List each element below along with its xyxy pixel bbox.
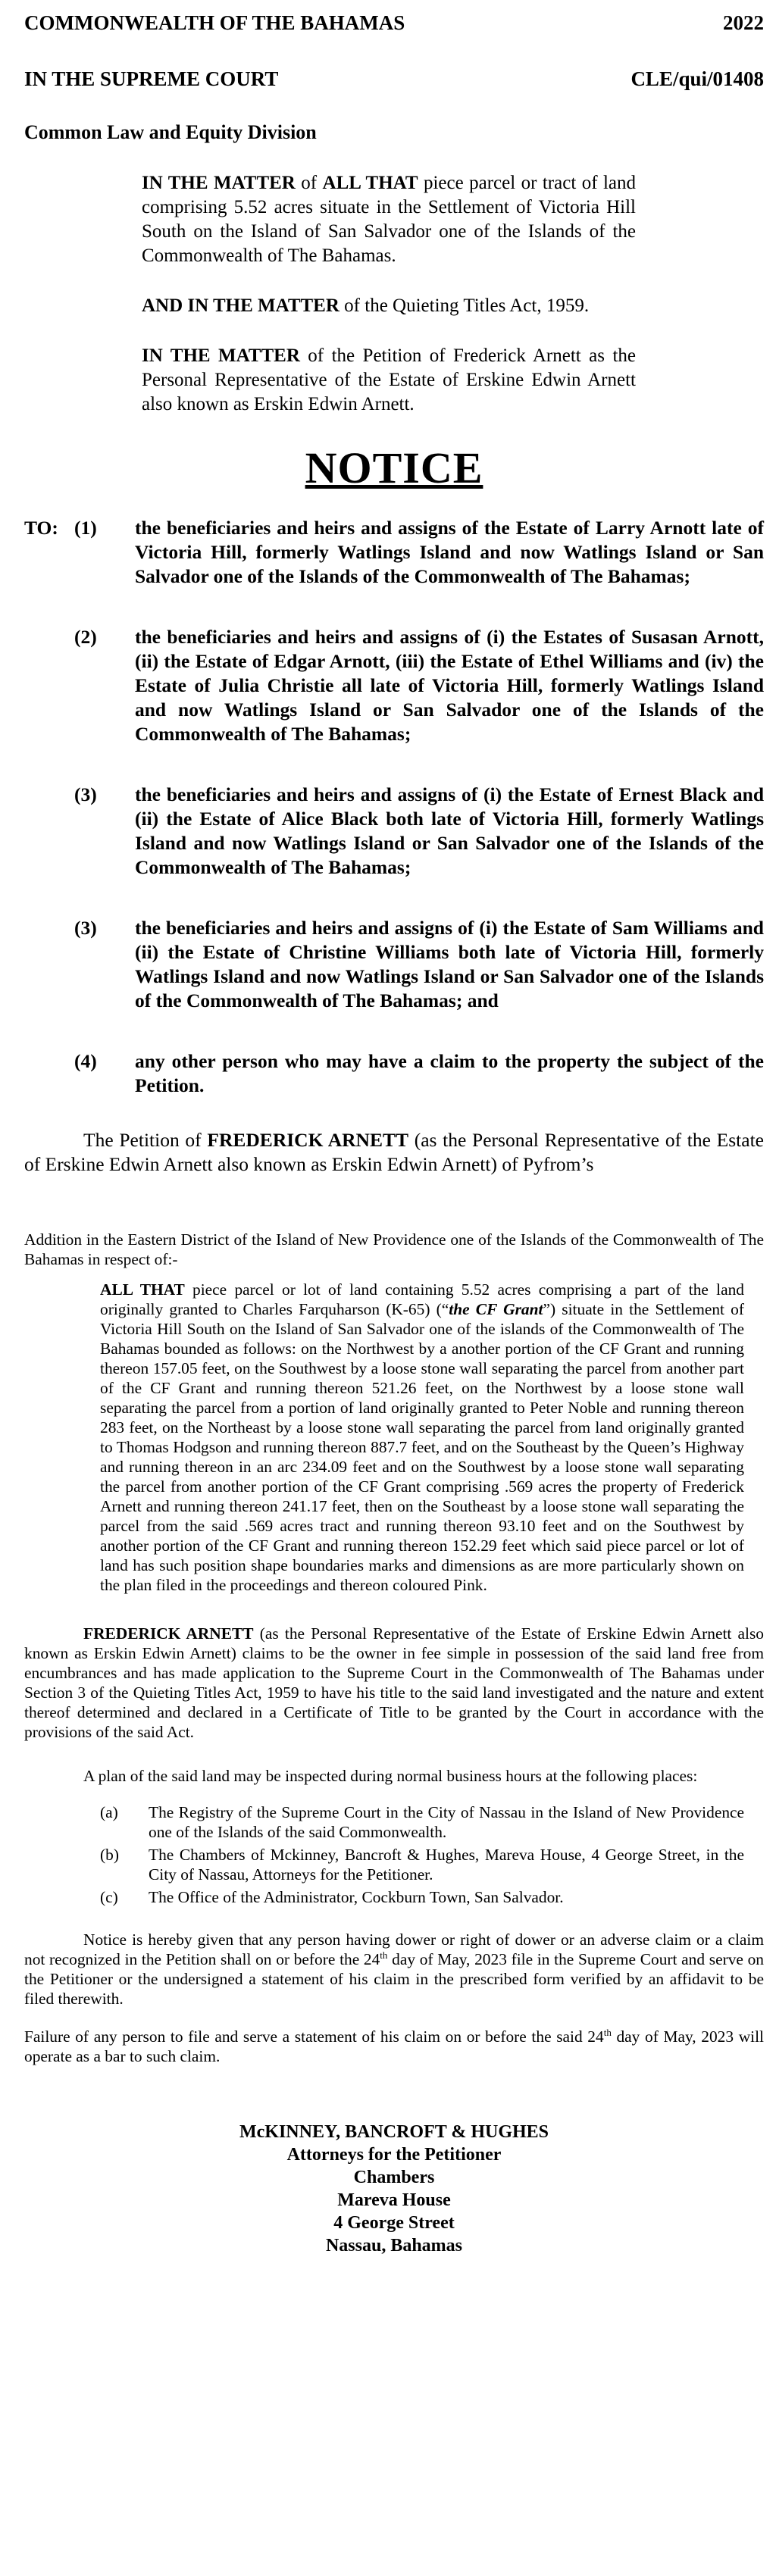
addition-paragraph: Addition in the Eastern District of the Island of New Providence one of the Islands of the Commonwealth of The Bahamas in respect of:- [24, 1230, 764, 1268]
to-item-text: the beneficiaries and heirs and assigns of (i) the Estates of Susasan Arnott, (ii) the Estate of Edgar Arnott, (iii) the Estate of Ethel Williams and (iv) the Estate of Julia Christie all late of Victoria Hill, formerly Watlings Island and now Watlings Island or San Salvador one of the Islands of the Commonwealth of The Bahamas; [135, 626, 764, 745]
matter-text: of the Petition of Frederick Arnett as the Personal Representative of the Estate of Erskine Edwin Arnett also known as Erskin Edwin Arnett. [142, 345, 636, 414]
claim-paragraph: FREDERICK ARNETT (as the Personal Representative of the Estate of Erskine Edwin Arnett also known as Erskin Edwin Arnett) claims to be the owner in fee simple in possession of the said land free from encumbrances and has made application to the Supreme Court in the Commonwealth of The Bahamas under Section 3 of the Quieting Titles Act, 1959 to have his title to the said land investigated and the nature and extent thereof determined and declared in a Certificate of Title to be granted by the Court in accordance with the provisions of the said Act. [24, 1624, 764, 1741]
matter-petition [142, 344, 636, 417]
to-list [24, 516, 764, 1098]
to-item-text: the beneficiaries and heirs and assigns of (i) the Estate of Sam Williams and (ii) the Estate of Christine Williams both late of Victoria Hill, formerly Watlings Island and now Watlings Island or San Salvador one of the Islands of the Commonwealth of The Bahamas; and [135, 917, 764, 1011]
to-item-text: the beneficiaries and heirs and assigns of the Estate of Larry Arnott late of Victoria Hill, formerly Watlings Island and now Watlings Island or San Salvador one of the Islands of the Commonwealth of The Bahamas; [135, 517, 764, 587]
to-item-number: (3) [74, 783, 97, 805]
to-item-number: (2) [74, 626, 97, 648]
plan-paragraph: A plan of the said land may be inspected during normal business hours at the following places: [83, 1767, 698, 1785]
to-label: TO: [24, 517, 58, 539]
notice-given-paragraph: Notice is hereby given that any person having dower or right of dower or an adverse claim or a claim not recognized in the Petition shall on or before the 24th day of May, 2023 file in the Supreme Court and serve on the Petitioner or the undersigned a statement of his claim in the prescribed form verified by an affidavit to be filed therewith. [24, 1930, 764, 2008]
firm-name: McKINNEY, BANCROFT & HUGHES [239, 2122, 549, 2142]
to-item-number: (1) [74, 517, 97, 539]
place-item: (b) The Chambers of Mckinney, Bancroft & Hughes, Mareva House, 4 George Street, in the City of Nassau, Attorneys for the Petitioner. [100, 1846, 744, 1884]
to-item-text: the beneficiaries and heirs and assigns of (i) the Estate of Ernest Black and (ii) the Estate of Alice Black both late of Victoria Hill, formerly Watlings Island and now Watlings Island or San Salvador one of the Islands of the Commonwealth of The Bahamas; [135, 783, 764, 878]
address-line: Nassau, Bahamas [325, 2236, 463, 2256]
place-item: (c) The Office of the Administrator, Cockburn Town, San Salvador. [100, 1888, 564, 1906]
to-item-text: any other person who may have a claim to the property the subject of the Petition. [135, 1050, 764, 1096]
address-line: Chambers [353, 2168, 435, 2187]
matter-act [142, 294, 636, 318]
matter-heading: AND IN THE MATTER [142, 295, 340, 316]
petition-paragraph: The Petition of FREDERICK ARNETT (as the Personal Representative of the Estate of Erskine Edwin Arnett also known as Erskin Edwin Arnett) of Pyfrom’s [24, 1129, 764, 1175]
to-item [24, 1049, 764, 1098]
notice-title: NOTICE [305, 443, 483, 492]
to-item-number: (4) [74, 1050, 97, 1072]
matter-land [142, 171, 636, 268]
to-item [24, 916, 764, 1013]
cf-grant-term: the CF Grant [449, 1300, 543, 1318]
matter-text: of [295, 173, 323, 193]
to-item [24, 783, 764, 880]
address-line: Mareva House [337, 2190, 451, 2210]
matters-block [142, 171, 636, 417]
to-item-number: (3) [74, 917, 97, 939]
firm-role: Attorneys for the Petitioner [286, 2145, 502, 2165]
place-item: (a) The Registry of the Supreme Court in the City of Nassau in the Island of New Providence one of the Islands of the said Commonwealth. [100, 1803, 744, 1841]
header-row [24, 11, 764, 35]
matter-text: of the Quieting Titles Act, 1959. [339, 295, 590, 316]
address-line: 4 George Street [333, 2213, 455, 2233]
year: 2022 [723, 11, 764, 34]
matter-text: piece parcel or tract of land comprising 5.52 acres situate in the Settlement of Victoria Hill South on the Island of San Salvador one of the Islands of the Commonwealth of The Bahamas. [142, 173, 636, 266]
to-item [24, 625, 764, 746]
land-description: ALL THAT piece parcel or lot of land containing 5.52 acres comprising a part of the land originally granted to Charles Farquharson (K-65) (“the CF Grant”) situate in the Settlement of Victoria Hill South on the Island of San Salvador one of the islands of the Commonwealth of The Bahamas bounded as follows: on the Northwest by a another portion of the CF Grant and running thereon 157.05 feet, on the Southwest by a loose stone wall separating the parcel from another part of the CF Grant and running thereon 521.26 feet, on the Northwest by a loose stone wall separating the parcel from a portion of land originally granted to Peter Noble and running thereon 283 feet, on the Northeast by a loose stone wall separating the parcel from land originally granted to Thomas Hodgson and running thereon 887.7 feet, and on the Southeast by the Queen’s Highway and running thereon in an arc 234.09 feet and on the Southwest by a loose stone wall separating the parcel from another portion of the CF Grant comprising .569 acres the property of Frederick Arnett and running thereon 241.17 feet, then on the Southeast by a loose stone wall separating the parcel from the said .569 acres tract and running thereon 93.10 feet and on the Southwest by another portion of the CF Grant and running thereon 152.29 feet which said piece parcel or lot of land has such position shape boundaries marks and dimensions as are more particularly shown on the plan filed in the proceedings and thereon coloured Pink. [100, 1280, 745, 1594]
case-number: CLE/qui/01408 [630, 67, 764, 90]
matter-heading: IN THE MATTER [142, 345, 300, 366]
jurisdiction: COMMONWEALTH OF THE BAHAMAS [24, 11, 405, 34]
court-name: IN THE SUPREME COURT [24, 67, 279, 90]
to-item [24, 516, 764, 589]
failure-paragraph: Failure of any person to file and serve a statement of his claim on or before the said 24th day of May, 2023 will operate as a bar to such claim. [24, 2026, 764, 2065]
matter-heading: IN THE MATTER [142, 173, 296, 193]
inspection-places [100, 1802, 744, 1907]
court-row [24, 67, 764, 91]
petitioner-name: FREDERICK ARNETT [207, 1129, 408, 1151]
matter-heading: ALL THAT [322, 173, 418, 193]
division: Common Law and Equity Division [24, 121, 317, 143]
signature-block [24, 2121, 764, 2257]
